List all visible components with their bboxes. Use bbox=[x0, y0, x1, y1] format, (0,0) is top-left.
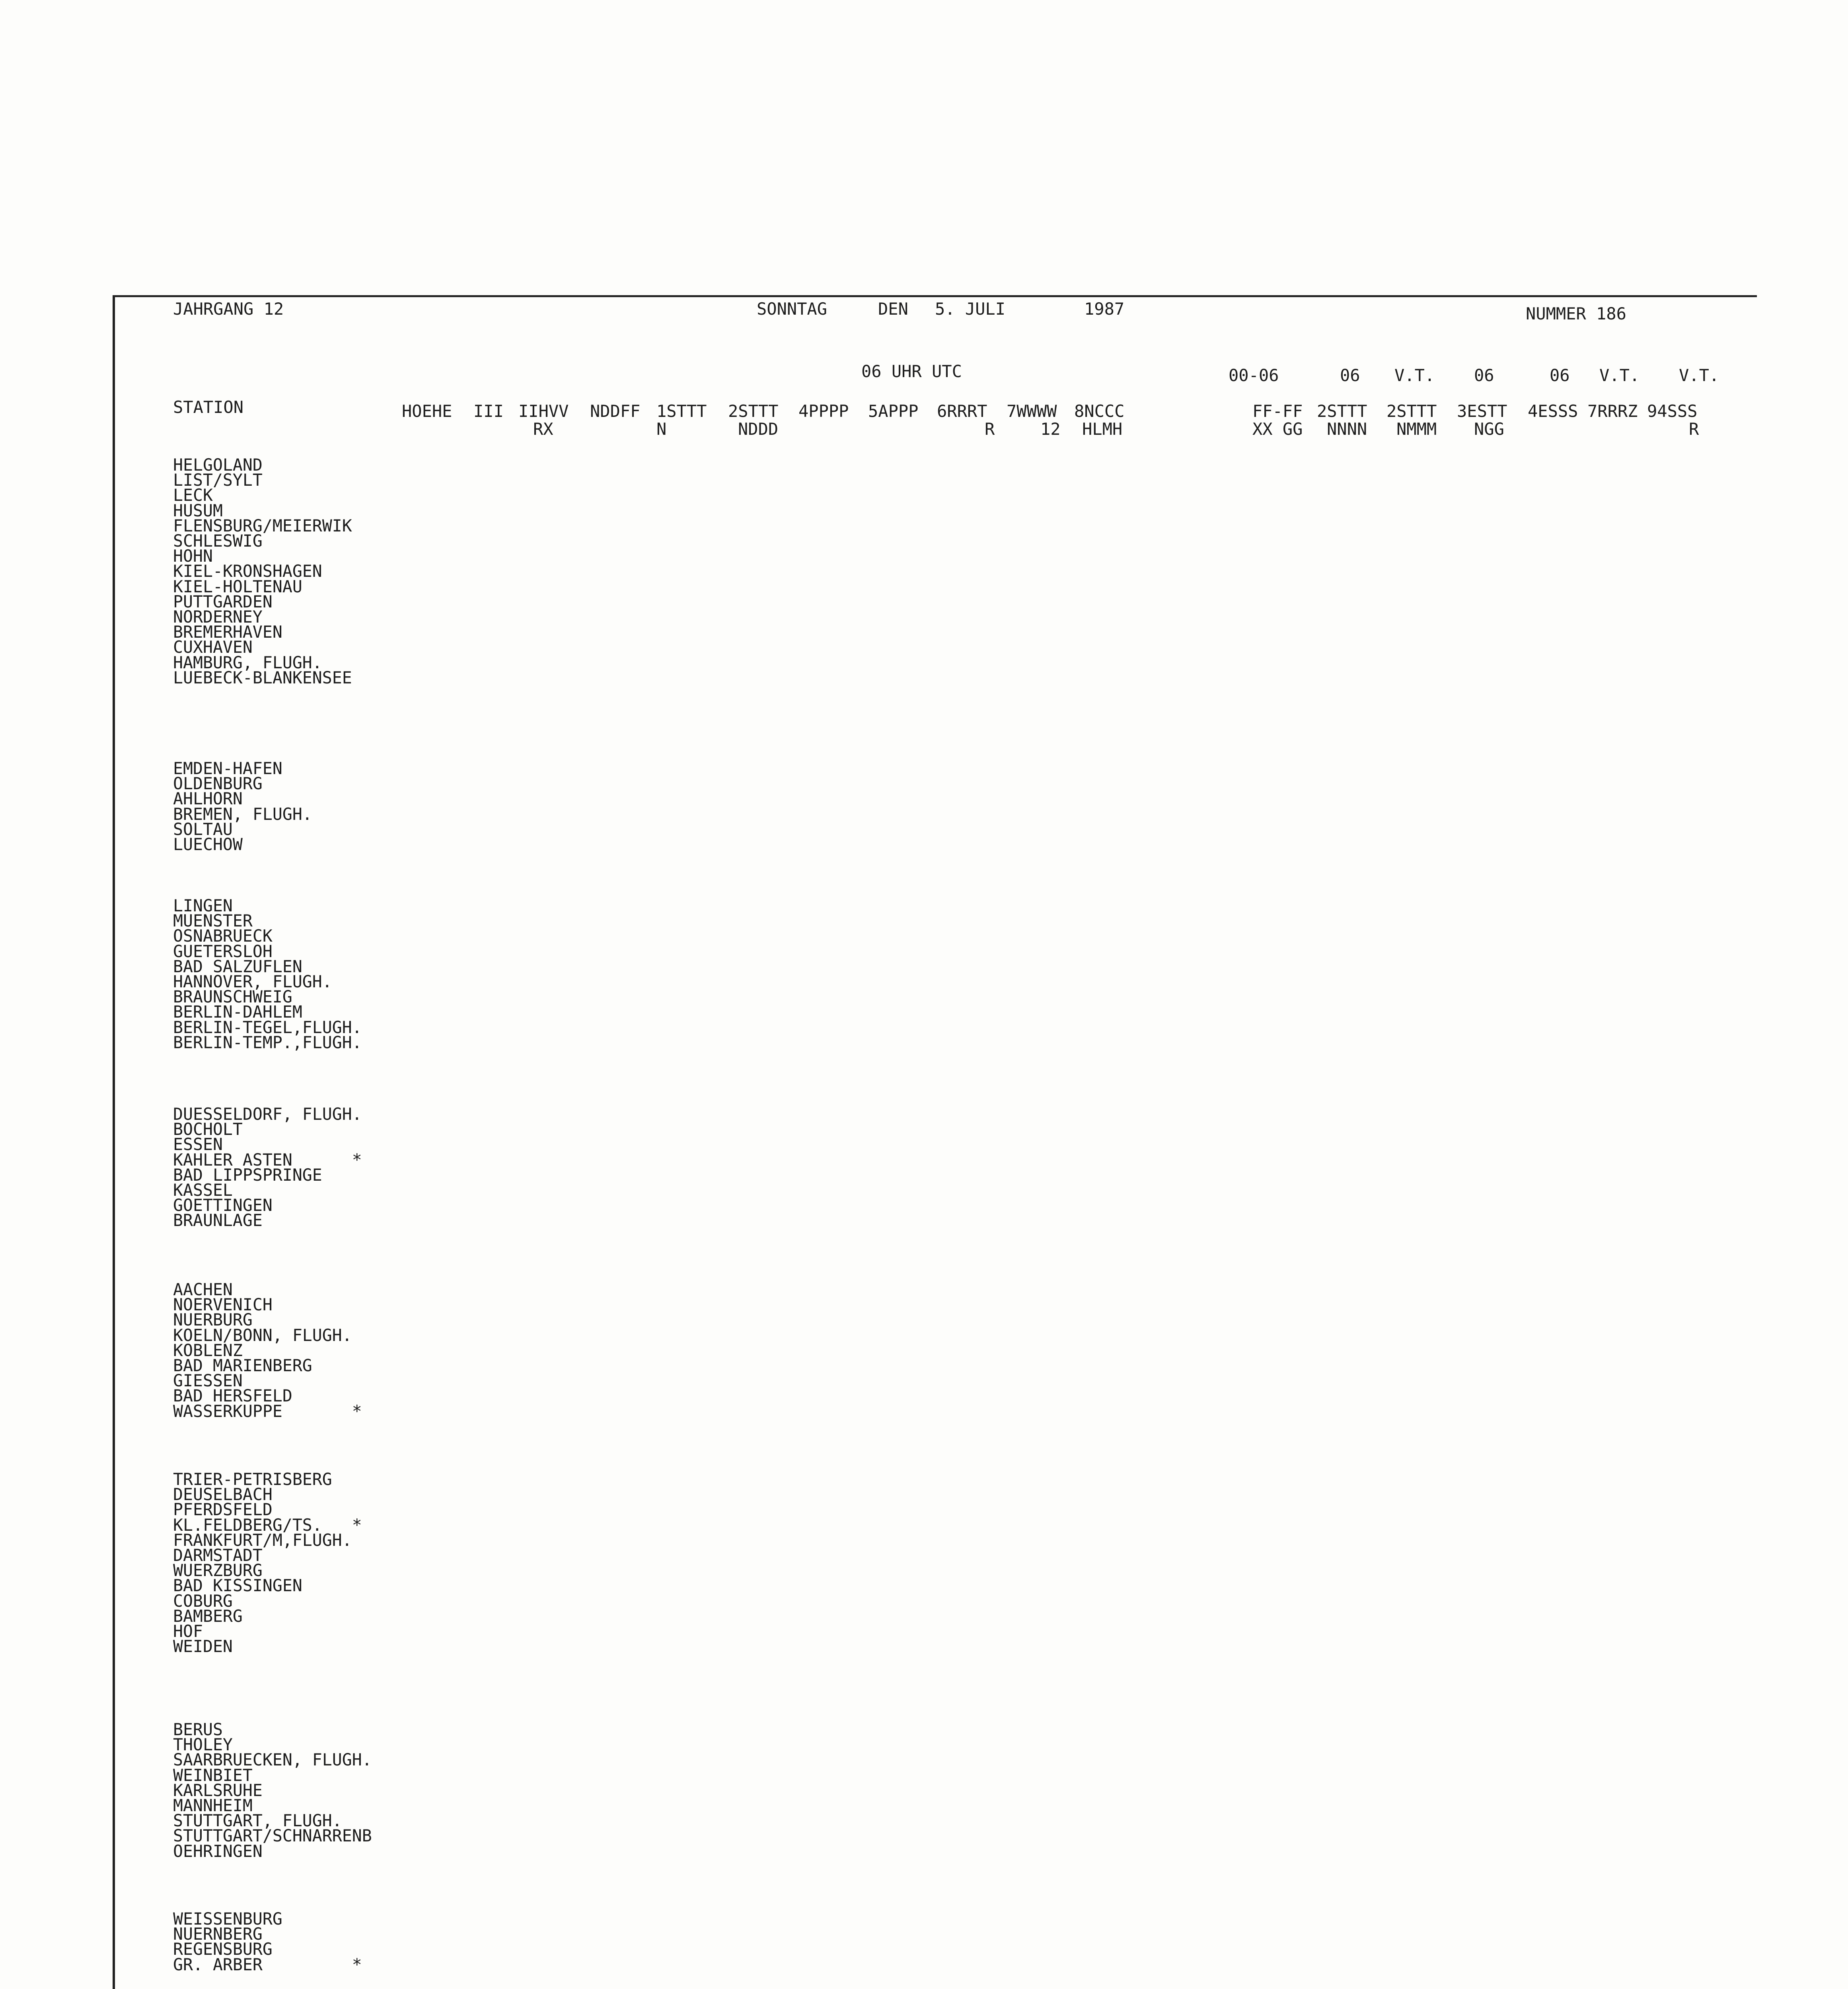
col-hoehe: HOEHE bbox=[402, 401, 452, 421]
date-label: 5. JULI bbox=[935, 299, 1006, 319]
station-name: MUENSTER bbox=[173, 911, 253, 930]
station-name: BREMERHAVEN bbox=[173, 622, 282, 642]
den-label: DEN bbox=[878, 299, 908, 319]
station-name: WASSERKUPPE * bbox=[173, 1401, 362, 1421]
station-name: WEIDEN bbox=[173, 1637, 233, 1656]
col-3estt-sub: NGG bbox=[1474, 419, 1504, 439]
station-name: DUESSELDORF, FLUGH. bbox=[173, 1104, 362, 1124]
station-name: WUERZBURG bbox=[173, 1561, 263, 1580]
col-s2: 2STTT bbox=[1317, 401, 1367, 421]
right-group-7: V.T. bbox=[1679, 366, 1719, 385]
col-ff: FF-FF bbox=[1252, 401, 1303, 421]
col-7wwww-sub: 12 bbox=[1040, 419, 1061, 439]
station-name: GIESSEN bbox=[173, 1371, 243, 1390]
station-name: KASSEL bbox=[173, 1180, 233, 1200]
station-name: HANNOVER, FLUGH. bbox=[173, 972, 332, 991]
station-name: LUEBECK-BLANKENSEE bbox=[173, 668, 352, 687]
station-name: STUTTGART, FLUGH. bbox=[173, 1811, 342, 1830]
station-name: BRAUNLAGE bbox=[173, 1211, 263, 1230]
station-name: KOBLENZ bbox=[173, 1341, 243, 1360]
right-group-3: V.T. bbox=[1394, 366, 1435, 385]
station-name: MANNHEIM bbox=[173, 1796, 253, 1815]
col-s2b-sub: NMMM bbox=[1396, 419, 1437, 439]
station-name: TRIER-PETRISBERG bbox=[173, 1469, 332, 1489]
station-name: HAMBURG, FLUGH. bbox=[173, 653, 322, 672]
station-name: WEISSENBURG bbox=[173, 1909, 282, 1929]
station-name: NORDERNEY bbox=[173, 607, 263, 627]
station-name: PUTTGARDEN bbox=[173, 592, 273, 611]
station-name: ESSEN bbox=[173, 1135, 223, 1154]
col-2sttt: 2STTT bbox=[728, 401, 779, 421]
col-6rrrt: 6RRRT bbox=[937, 401, 987, 421]
station-name: SOLTAU bbox=[173, 819, 233, 839]
col-6rrrt-sub: R bbox=[985, 419, 995, 439]
station-name: BAD LIPPSPRINGE bbox=[173, 1165, 322, 1185]
col-4pppp: 4PPPP bbox=[798, 401, 849, 421]
station-name: BERLIN-TEGEL,FLUGH. bbox=[173, 1018, 362, 1037]
station-name: NUERBURG bbox=[173, 1310, 253, 1329]
right-group-5: 06 bbox=[1550, 366, 1570, 385]
col-4esss: 4ESSS bbox=[1528, 401, 1578, 421]
station-name: WEINBIET bbox=[173, 1765, 253, 1785]
weekday-label: SONNTAG bbox=[757, 299, 828, 319]
col-iihvv-sub: RX bbox=[533, 419, 553, 439]
issue-number: NUMMER 186 bbox=[1526, 304, 1626, 323]
station-name: THOLEY bbox=[173, 1735, 233, 1754]
col-94sss-sub: R bbox=[1689, 419, 1699, 439]
station-name: CUXHAVEN bbox=[173, 637, 253, 657]
col-ff-sub: XX GG bbox=[1252, 419, 1303, 439]
col-1sttt-sub: N bbox=[656, 419, 667, 439]
col-1sttt: 1STTT bbox=[656, 401, 707, 421]
station-name: HOHN bbox=[173, 546, 213, 566]
station-name: LINGEN bbox=[173, 896, 233, 915]
station-name: KARLSRUHE bbox=[173, 1781, 263, 1800]
station-name: EMDEN-HAFEN bbox=[173, 759, 282, 778]
station-name: KAHLER ASTEN * bbox=[173, 1150, 362, 1170]
station-name: BOCHOLT bbox=[173, 1119, 243, 1139]
col-iihvv: IIHVV bbox=[518, 401, 569, 421]
station-name: DARMSTADT bbox=[173, 1545, 263, 1565]
station-name: LECK bbox=[173, 485, 213, 505]
station-name: OSNABRUECK bbox=[173, 926, 273, 946]
col-8nccc: 8NCCC bbox=[1074, 401, 1125, 421]
col-iii: III bbox=[473, 401, 504, 421]
station-name: REGENSBURG bbox=[173, 1939, 273, 1959]
jahrgang-label: JAHRGANG 12 bbox=[173, 299, 284, 319]
col-nddff: NDDFF bbox=[590, 401, 641, 421]
col-5appp: 5APPP bbox=[868, 401, 919, 421]
station-name: AACHEN bbox=[173, 1280, 233, 1299]
station-name: BAD MARIENBERG bbox=[173, 1356, 312, 1375]
station-name: HOF bbox=[173, 1621, 203, 1641]
station-name: GOETTINGEN bbox=[173, 1195, 273, 1215]
station-name: KL.FELDBERG/TS. * bbox=[173, 1515, 362, 1535]
station-name: COBURG bbox=[173, 1591, 233, 1611]
right-group-1: 00-06 bbox=[1229, 366, 1279, 385]
station-name: SAARBRUECKEN, FLUGH. bbox=[173, 1750, 372, 1769]
station-name: OEHRINGEN bbox=[173, 1841, 263, 1861]
station-name: NOERVENICH bbox=[173, 1295, 273, 1314]
right-group-4: 06 bbox=[1474, 366, 1494, 385]
station-name: BERLIN-TEMP.,FLUGH. bbox=[173, 1033, 362, 1052]
station-name: STUTTGART/SCHNARRENB bbox=[173, 1826, 372, 1845]
station-name: BRAUNSCHWEIG bbox=[173, 987, 292, 1006]
station-name: HUSUM bbox=[173, 501, 223, 520]
col-s2b: 2STTT bbox=[1386, 401, 1437, 421]
col-2sttt-sub: NDDD bbox=[738, 419, 779, 439]
col-7wwww: 7WWWW bbox=[1007, 401, 1057, 421]
time-label: 06 UHR UTC bbox=[861, 362, 962, 381]
station-name: NUERNBERG bbox=[173, 1924, 263, 1944]
station-name: FLENSBURG/MEIERWIK bbox=[173, 516, 352, 535]
col-7rrrz: 7RRRZ bbox=[1587, 401, 1638, 421]
station-name: BERLIN-DAHLEM bbox=[173, 1002, 302, 1022]
col-station: STATION bbox=[173, 397, 244, 417]
station-name: HELGOLAND bbox=[173, 455, 263, 475]
right-group-6: V.T. bbox=[1599, 366, 1640, 385]
station-name: PFERDSFELD bbox=[173, 1500, 273, 1519]
station-name: LIST/SYLT bbox=[173, 470, 263, 490]
station-name: LUECHOW bbox=[173, 835, 243, 854]
station-name: KIEL-HOLTENAU bbox=[173, 577, 302, 596]
col-3estt: 3ESTT bbox=[1457, 401, 1507, 421]
page-frame bbox=[113, 295, 1757, 1989]
right-group-2: 06 bbox=[1340, 366, 1360, 385]
station-name: AHLHORN bbox=[173, 789, 243, 808]
station-name: BAD KISSINGEN bbox=[173, 1576, 302, 1595]
station-name: BAD HERSFELD bbox=[173, 1386, 292, 1405]
col-94sss: 94SSS bbox=[1647, 401, 1698, 421]
station-name: KIEL-KRONSHAGEN bbox=[173, 561, 322, 581]
station-name: FRANKFURT/M,FLUGH. bbox=[173, 1530, 352, 1550]
station-name: BERUS bbox=[173, 1720, 223, 1739]
station-name: SCHLESWIG bbox=[173, 531, 263, 551]
station-name: BAD SALZUFLEN bbox=[173, 957, 302, 976]
station-name: OLDENBURG bbox=[173, 774, 263, 793]
station-name: DEUSELBACH bbox=[173, 1485, 273, 1504]
station-name: KOELN/BONN, FLUGH. bbox=[173, 1325, 352, 1345]
col-8nccc-sub: HLMH bbox=[1082, 419, 1123, 439]
year-label: 1987 bbox=[1084, 299, 1125, 319]
station-name: BAMBERG bbox=[173, 1606, 243, 1626]
station-name: GUETERSLOH bbox=[173, 942, 273, 961]
station-name: BREMEN, FLUGH. bbox=[173, 804, 312, 824]
station-name: GR. ARBER * bbox=[173, 1955, 362, 1974]
col-s2-sub: NNNN bbox=[1327, 419, 1367, 439]
